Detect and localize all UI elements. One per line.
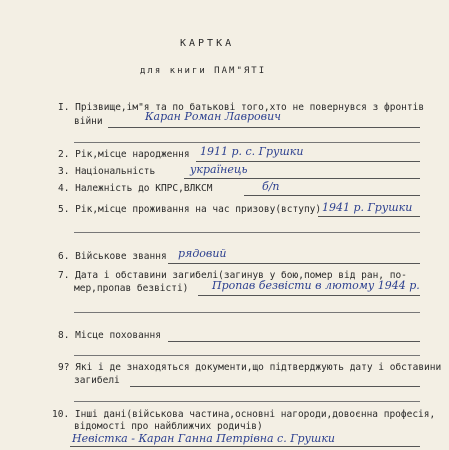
field-1-line [108, 127, 420, 128]
field-4-label: 4. Належність до КПРС,ВЛКСМ [58, 183, 213, 194]
card-title: КАРТКА [180, 38, 235, 49]
field-3-line [184, 178, 420, 179]
field-2-value: 1911 р. с. Грушки [200, 145, 304, 158]
field-6-label: 6. Військове звання [58, 251, 167, 262]
field-9-line-extra [74, 401, 420, 402]
field-9-line [130, 386, 420, 387]
field-8-line-extra [74, 355, 420, 356]
card-subtitle: для книги ПАМ"ЯТІ [140, 66, 267, 76]
field-5-value: 1941 р. Грушки [322, 201, 413, 214]
field-4-value: б/п [262, 180, 280, 193]
field-8-line [168, 341, 420, 342]
field-5-line [318, 216, 420, 217]
field-5-label: 5. Рік,місце проживання на час призову(вступу) [58, 204, 322, 215]
field-3-label: 3. Національність [58, 166, 156, 177]
field-7-label-line2: мер,пропав безвісті) [74, 283, 189, 294]
field-7-line-extra [74, 312, 420, 313]
field-7-line [198, 295, 420, 296]
field-10-line [70, 446, 420, 447]
field-6-line [168, 263, 420, 264]
field-3-value: українець [190, 163, 248, 176]
field-9-label-line2: загибелі [74, 375, 120, 386]
field-10-label-line1: 10. Інші дані(військова частина,основні нагороди,довоєнна професія, [52, 409, 436, 420]
field-2-label: 2. Рік,місце народження [58, 149, 190, 160]
field-2-line [196, 161, 420, 162]
field-1-line-extra [74, 142, 420, 143]
field-8-label: 8. Місце поховання [58, 330, 161, 341]
field-6-value: рядовий [178, 247, 227, 260]
field-4-line [244, 195, 420, 196]
field-10-label-line2: відомості про найближчих родичів) [74, 421, 263, 432]
field-1-label-line2: війни [74, 116, 103, 127]
field-1-value: Каран Роман Лаврович [145, 110, 281, 123]
field-7-label-line1: 7. Дата і обставини загибелі(загинув у бою,помер від ран, по- [58, 270, 407, 281]
field-1-label-line1: I. Прізвище,ім"я та по батькові того,хто не повернувся з фронтів [58, 102, 425, 113]
field-10-value: Невістка - Каран Ганна Петрівна с. Грушки [72, 432, 335, 445]
field-7-value: Пропав безвісти в лютому 1944 р. [212, 279, 420, 292]
field-5-line-extra [74, 232, 420, 233]
field-9-label-line1: 9? Які і де знаходяться документи,що підтверджують дату і обставини [58, 362, 442, 373]
